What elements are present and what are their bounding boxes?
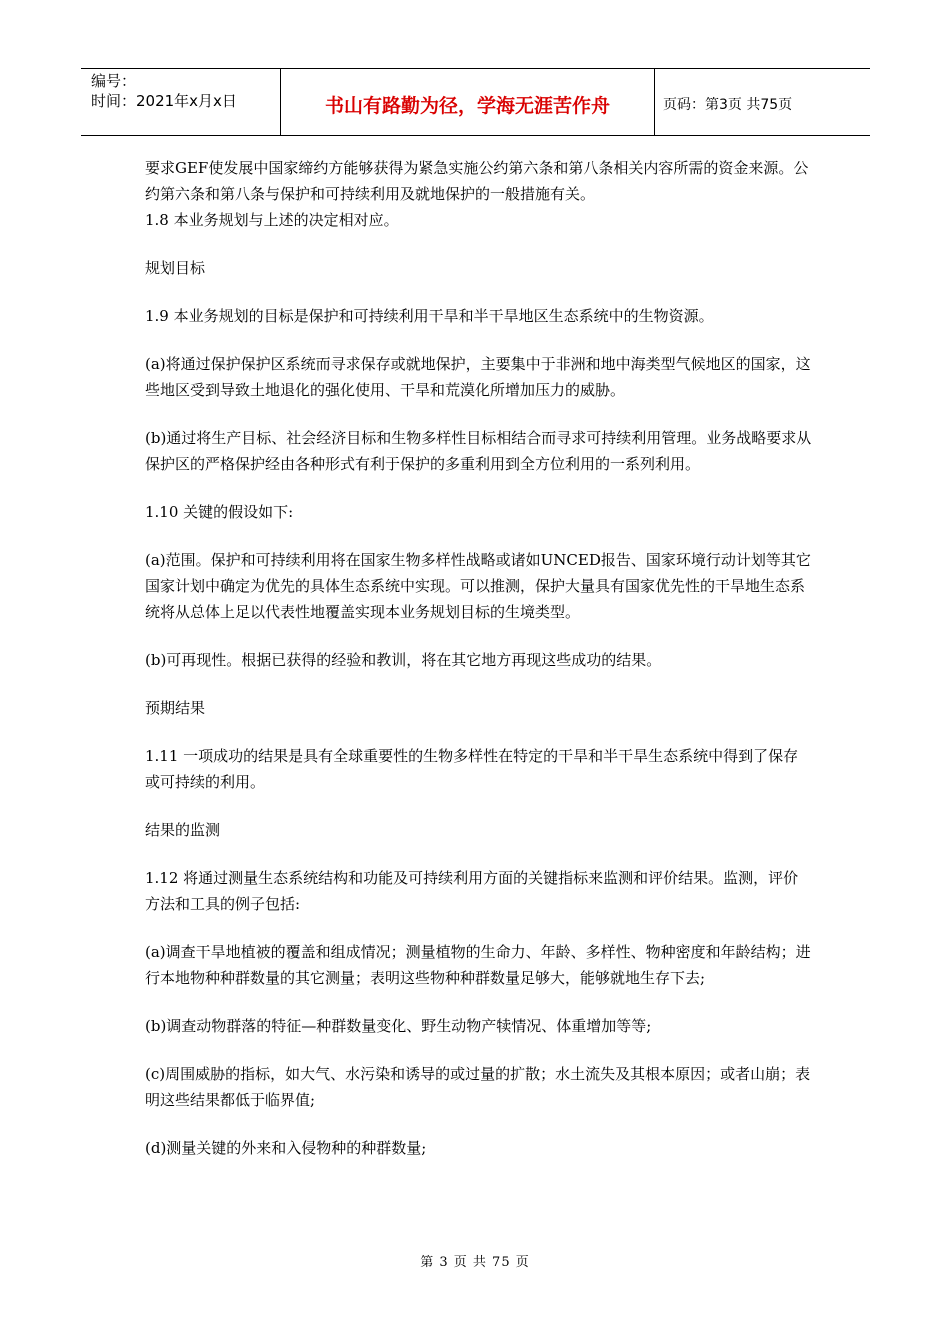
- paragraph-intro: 要求GEF使发展中国家缔约方能够获得为紧急实施公约第六条和第八条相关内容所需的资金来源。公约第六条和第八条与保护和可持续利用及就地保护的一般措施有关。: [145, 159, 809, 203]
- document-id-label: 编号：: [91, 72, 137, 90]
- paragraph-1-12-d: (d)测量关键的外来和入侵物种的种群数量;: [145, 1139, 427, 1157]
- page-header: [81, 68, 870, 136]
- header-motto: 书山有路勤为径，学海无涯苦作舟: [281, 69, 655, 135]
- paragraph-1-10-b: (b)可再现性。根据已获得的经验和教训，将在其它地方再现这些成功的结果。: [145, 651, 662, 669]
- paragraph-1-12: 1.12 将通过测量生态系统结构和功能及可持续利用方面的关键指标来监测和评价结果。监测，评价方法和工具的例子包括:: [145, 869, 799, 913]
- section-heading-monitoring: 结果的监测: [145, 821, 221, 839]
- paragraph-1-9-a: (a)将通过保护保护区系统而寻求保存或就地保护，主要集中于非洲和地中海类型气候地区的国家，这些地区受到导致土地退化的强化使用、干旱和荒漠化所增加压力的威胁。: [145, 355, 811, 399]
- section-heading-goals: 规划目标: [145, 259, 206, 277]
- header-meta: [81, 69, 281, 135]
- page-footer: 第 3 页 共 75 页: [420, 1255, 530, 1270]
- paragraph-1-8: 1.8 本业务规划与上述的决定相对应。: [145, 211, 399, 229]
- paragraph-1-9-b: (b)通过将生产目标、社会经济目标和生物多样性目标相结合而寻求可持续利用管理。业务战略要求从保护区的严格保护经由各种形式有利于保护的多重利用到全方位利用的一系列利用。: [145, 429, 812, 473]
- paragraph-1-10-a: (a)范围。保护和可持续利用将在国家生物多样性战略或诸如UNCED报告、国家环境行动计划等其它国家计划中确定为优先的具体生态系统中实现。可以推测，保护大量具有国家优先性的干旱地生态系统将从总体上足以代表性地覆盖实现本业务规划目标的生境类型。: [145, 551, 811, 621]
- paragraph-1-10: 1.10 关键的假设如下:: [145, 503, 294, 521]
- paragraph-1-11: 1.11 一项成功的结果是具有全球重要性的生物多样性在特定的干旱和半干旱生态系统中得到了保存或可持续的利用。: [145, 747, 799, 791]
- document-date: 时间：2021年x月x日: [91, 92, 237, 110]
- header-page-info: 页码：第3页 共75页: [663, 97, 793, 113]
- paragraph-1-12-c: (c)周围威胁的指标，如大气、水污染和诱导的或过量的扩散；水土流失及其根本原因；或者山崩；表明这些结果都低于临界值;: [145, 1065, 811, 1109]
- section-heading-expected-results: 预期结果: [145, 699, 206, 717]
- paragraph-1-9: 1.9 本业务规划的目标是保护和可持续利用干旱和半干旱地区生态系统中的生物资源。: [145, 307, 714, 325]
- paragraph-1-12-b: (b)调查动物群落的特征—种群数量变化、野生动物产犊情况、体重增加等等;: [145, 1017, 652, 1035]
- paragraph-1-12-a: (a)调查干旱地植被的覆盖和组成情况；测量植物的生命力、年龄、多样性、物种密度和年龄结构；进行本地物种种群数量的其它测量；表明这些物种种群数量足够大，能够就地生存下去;: [145, 943, 811, 987]
- document-body: [145, 155, 813, 1183]
